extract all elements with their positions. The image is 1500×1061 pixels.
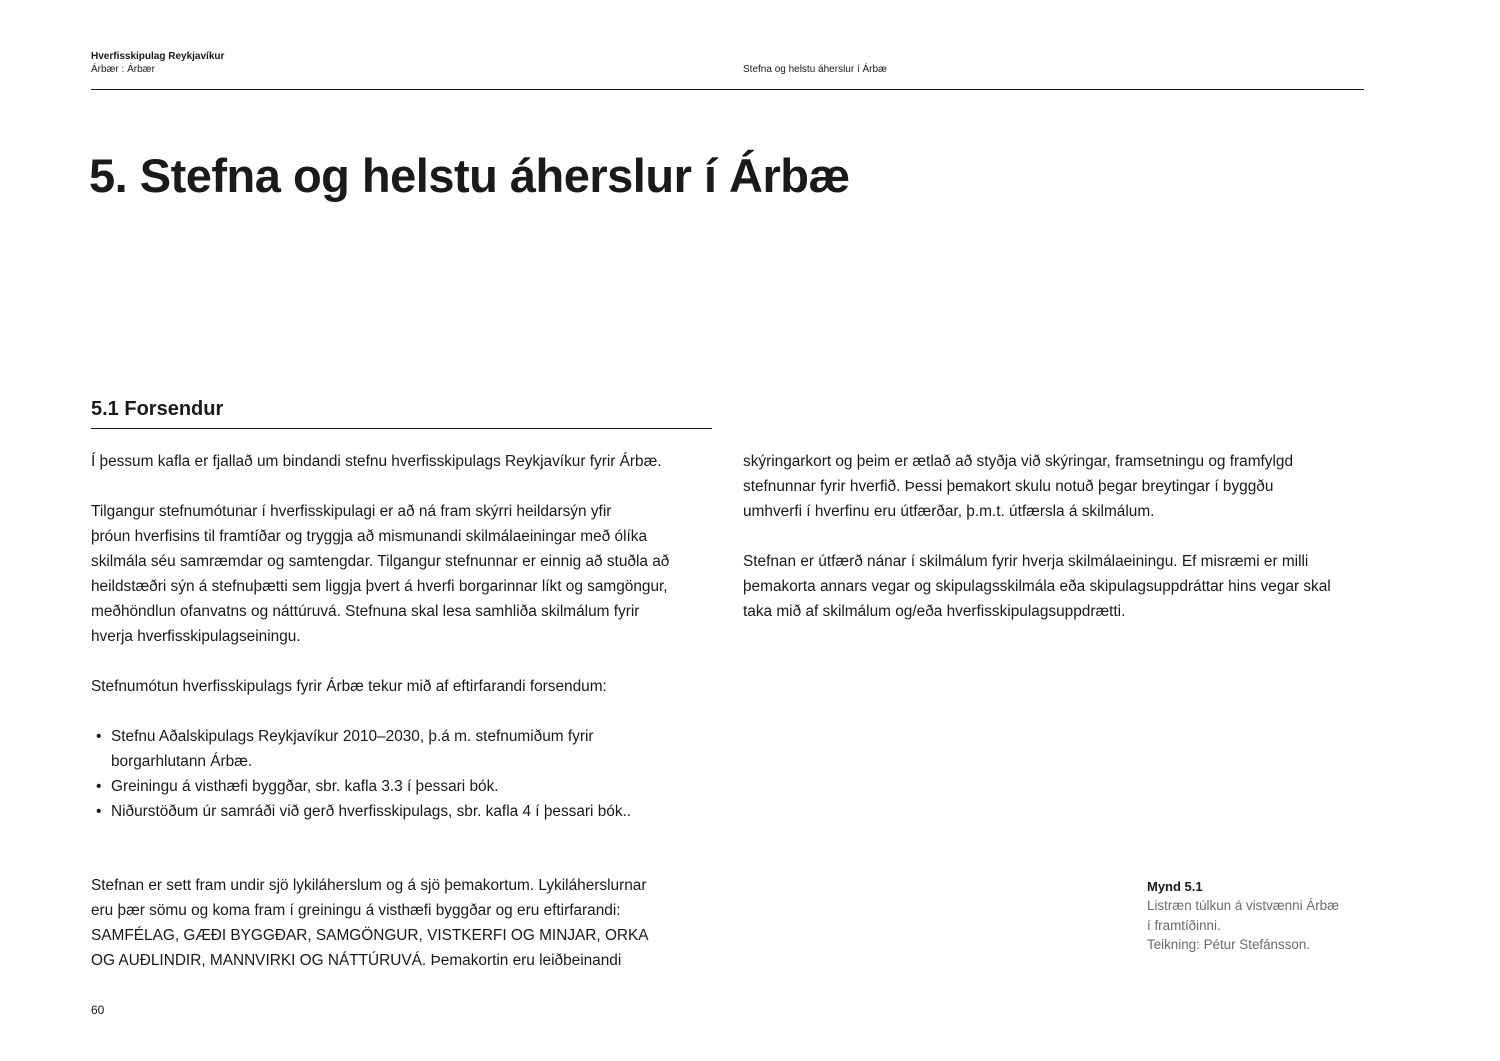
left-column (91, 449, 731, 824)
running-header-title: Hverfisskipulag Reykjavíkur (91, 51, 225, 62)
right-column (743, 449, 1383, 624)
caption-line: Teikning: Pétur Stefánsson. (1147, 937, 1311, 952)
section-divider (91, 428, 712, 429)
chapter-title: 5. Stefna og helstu áherslur í Árbæ (89, 149, 850, 202)
list-item-line: • Stefnu Aðalskipulags Reykjavíkur 2010–2030, þ.á m. stefnumiðum fyrir (111, 728, 594, 745)
paragraph-line: Stefnan er útfærð nánar í skilmálum fyrir hverja skilmálaeiningu. Ef misræmi er milli (743, 553, 1309, 570)
paragraph-line: skilmála séu samræmdar og samtengdar. Tilgangur stefnunnar er einnig að stuðla að (91, 553, 670, 570)
paragraph-line: eru þær sömu og koma fram í greiningu á visthæfi byggðar og eru eftirfarandi: (91, 902, 621, 919)
paragraph-precedence (743, 549, 1383, 624)
header-divider (91, 89, 1364, 90)
paragraph-line: skýringarkort og þeim er ætlað að styðja við skýringar, framsetningu og framfylgd (743, 453, 1294, 470)
paragraph-line: SAMFÉLAG, GÆÐI BYGGÐAR, SAMGÖNGUR, VISTKERFI OG MINJAR, ORKA (91, 927, 649, 944)
caption-line: í framtíðinni. (1147, 917, 1221, 933)
figure-caption-text (1147, 896, 1367, 955)
paragraph-theme-maps (743, 449, 1383, 524)
paragraph-line: stefnunnar fyrir hverfið. Þessi þemakort skulu notuð þegar breytingar í byggðu (743, 478, 1274, 495)
paragraph-line: umhverfi í hverfinu eru útfærðar, þ.m.t. útfærsla á skilmálum. (743, 503, 1155, 520)
paragraph-line: Tilgangur stefnumótunar í hverfisskipulagi er að ná fram skýrri heildarsýn yfir (91, 503, 612, 520)
running-header-subtitle: Árbær : Árbær (91, 64, 155, 75)
paragraph-line: meðhöndlun ofanvatns og náttúruvá. Stefnuna skal lesa samhliða skilmálum fyrir (91, 603, 640, 620)
paragraph-line: þemakorta annars vegar og skipulagsskilmála eða skipulagsuppdráttar hins vegar skal (743, 578, 1331, 595)
list-item-line: Niðurstöðum úr samráði við gerð hverfisskipulags, sbr. kafla 4 í þessari bók.. (111, 803, 632, 820)
list-item (91, 799, 731, 824)
list-item (91, 774, 731, 799)
paragraph-premises: Stefnumótun hverfisskipulags fyrir Árbæ tekur mið af eftirfarandi forsendum: (91, 678, 607, 695)
paragraph-line: Stefnan er sett fram undir sjö lykiláherslum og á sjö þemakortum. Lykiláherslurnar (91, 877, 647, 894)
paragraph-intro: Í þessum kafla er fjallað um bindandi stefnu hverfisskipulags Reykjavíkur fyrir Árbæ. (91, 453, 662, 470)
running-header-section: Stefna og helstu áherslur í Árbæ (743, 64, 887, 75)
paragraph-line: hverja hverfisskipulagseiningu. (91, 628, 301, 645)
paragraph-key-emphases (91, 873, 731, 973)
paragraph-line: taka mið af skilmálum og/eða hverfisskipulagsuppdrætti. (743, 603, 1126, 620)
paragraph-purpose (91, 499, 731, 649)
section-heading: 5.1 Forsendur (91, 398, 224, 420)
figure-caption-title: Mynd 5.1 (1147, 879, 1203, 894)
paragraph-line: OG AUÐLINDIR, MANNVIRKI OG NÁTTÚRUVÁ. Þemakortin eru leiðbeinandi (91, 952, 622, 969)
paragraph-line: þróun hverfisins til framtíðar og tryggja að mismunandi skilmálaeiningar með ólíka (91, 528, 648, 545)
list-item-line: Greiningu á visthæfi byggðar, sbr. kafla 3.3 í þessari bók. (111, 778, 499, 795)
page-number: 60 (91, 1003, 105, 1017)
list-item (91, 724, 731, 774)
premises-list (91, 724, 731, 824)
paragraph-line: heildstæðri sýn á stefnuþætti sem liggja þvert á hverfi borgarinnar líkt og samgöngur, (91, 578, 668, 595)
list-item-line: borgarhlutann Árbæ. (111, 753, 253, 770)
caption-line: Listræn túlkun á vistvænni Árbæ (1147, 898, 1340, 913)
